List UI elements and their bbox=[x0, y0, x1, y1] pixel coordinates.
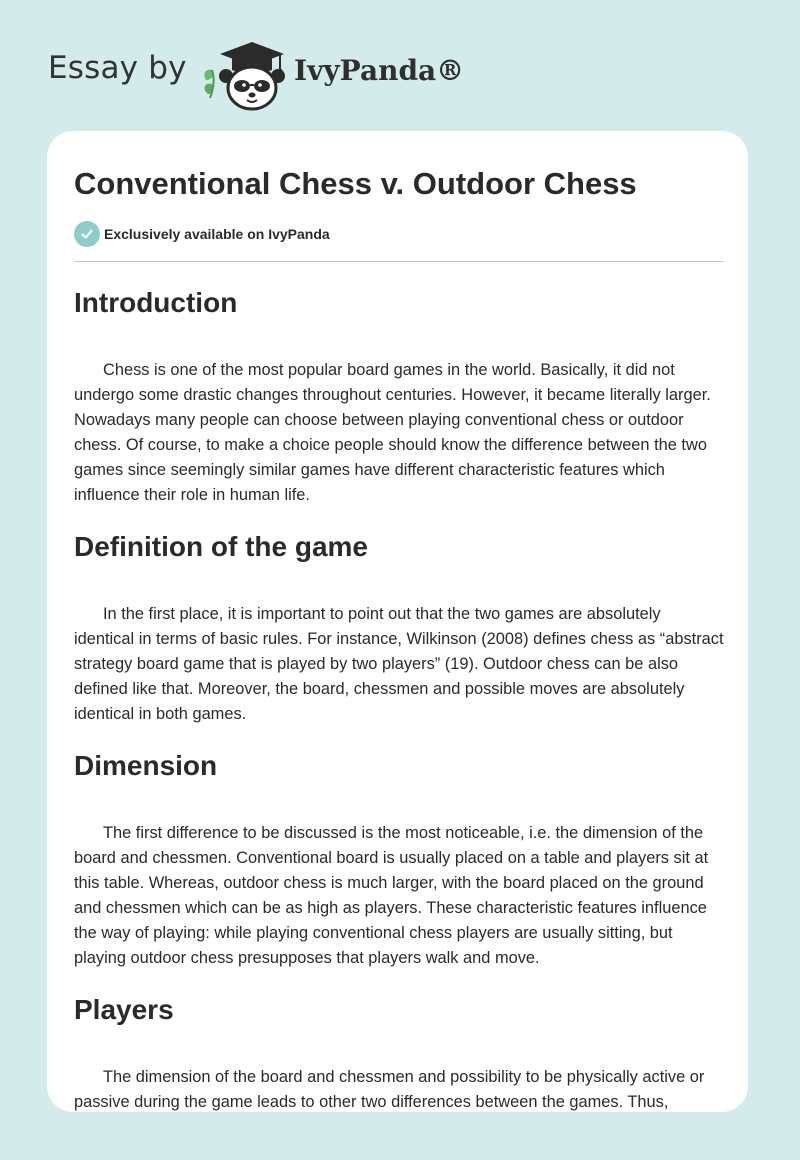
panda-logo-icon[interactable] bbox=[200, 36, 288, 112]
section-paragraph-definition: In the first place, it is important to point out that the two games are absolutely identical in terms of basic rules. For instance, Wilkinson (2008) defines chess as “abstract strategy board game that is played by two players” (19). Outdoor chess can be also defined like that. Moreover, the board, chessmen and possible moves are absolutely identical in both games. bbox=[74, 605, 724, 723]
section-heading-dimension: Dimension bbox=[74, 750, 218, 781]
divider bbox=[74, 261, 724, 262]
brand-prefix: Essay by bbox=[48, 50, 187, 86]
section-paragraph-introduction: Chess is one of the most popular board games in the world. Basically, it did not undergo some drastic changes throughout centuries. However, it became literally larger. Nowadays many people can choose between playing conventional chess or outdoor chess. Of course, to make a choice people should know the difference between the two games since seemingly similar games have different characteristic features which influence their role in human life. bbox=[74, 361, 711, 504]
section-heading-introduction: Introduction bbox=[74, 287, 238, 318]
section-paragraph-players: The dimension of the board and chessmen and possibility to be physically active or passive during the game leads to other two differences between the games. Thus, bbox=[74, 1068, 705, 1111]
section-heading-definition: Definition of the game bbox=[74, 531, 368, 562]
essay-content bbox=[74, 279, 724, 1112]
site-header bbox=[48, 36, 568, 112]
page-title: Conventional Chess v. Outdoor Chess bbox=[74, 166, 637, 201]
section-paragraph-dimension: The first difference to be discussed is the most noticeable, i.e. the dimension of the board and chessmen. Conventional board is usually placed on a table and players sit at this table. Whereas, outdoor chess is much larger, with the board placed on the ground and chessmen which can be as high as players. These characteristic features influence the way of playing: while playing conventional chess players are usually sitting, but playing outdoor chess presupposes that players walk and move. bbox=[74, 824, 709, 967]
brand-name[interactable]: IvyPanda® bbox=[294, 54, 465, 87]
exclusive-badge bbox=[74, 221, 330, 247]
essay-card bbox=[47, 131, 748, 1112]
section-heading-players: Players bbox=[74, 994, 174, 1025]
check-icon bbox=[74, 221, 100, 247]
exclusive-label: Exclusively available on IvyPanda bbox=[104, 226, 330, 242]
